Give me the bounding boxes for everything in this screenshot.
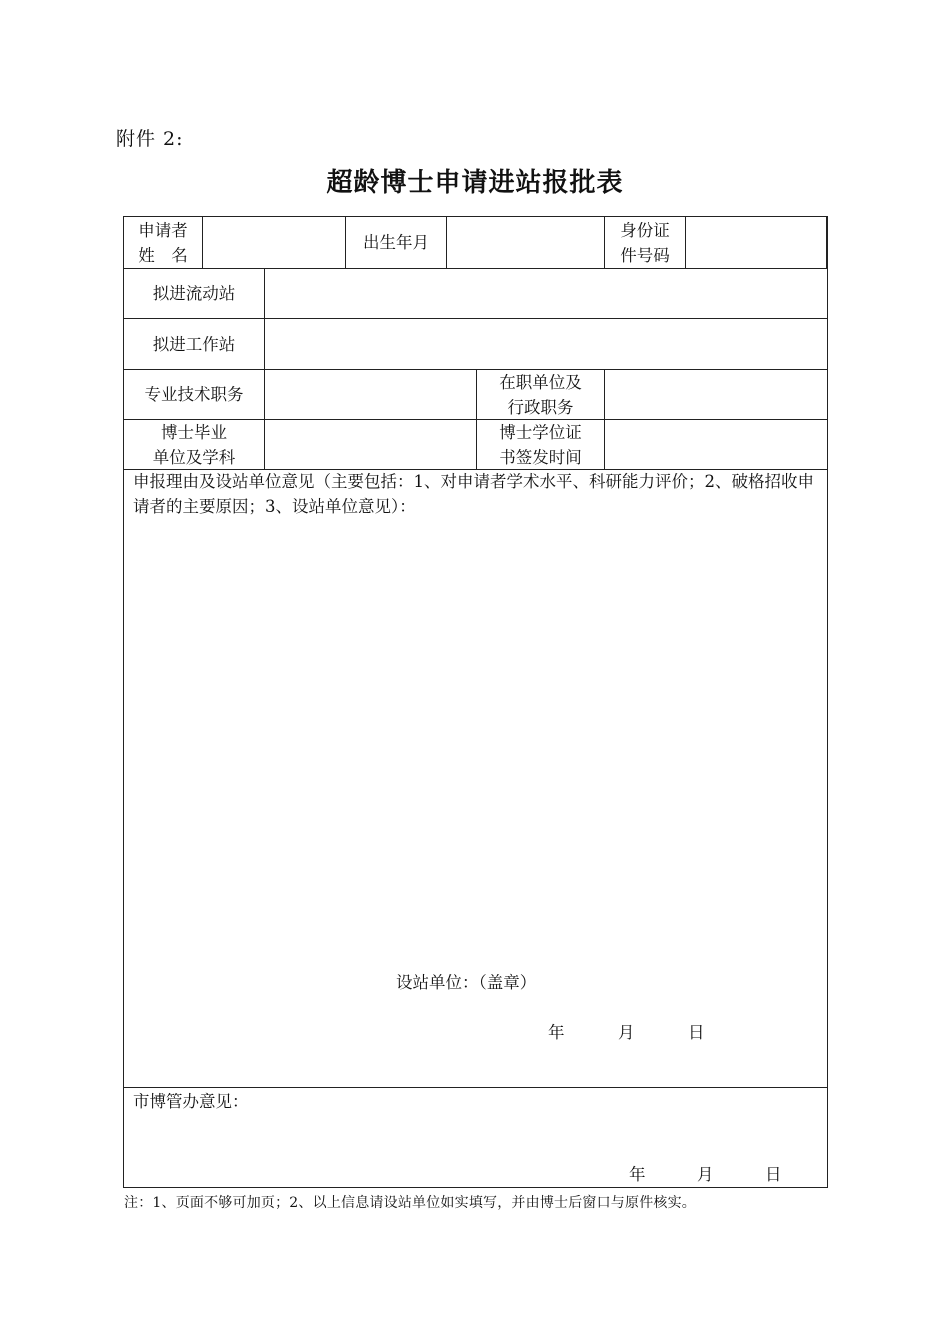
application-form-table (123, 216, 828, 1188)
month-label: 月 (618, 1023, 635, 1042)
birth-date-field[interactable] (447, 217, 604, 268)
city-office-date (629, 1161, 782, 1185)
mobile-station-field[interactable] (265, 269, 827, 318)
employer-field[interactable] (605, 370, 827, 419)
opinion-date (548, 1019, 705, 1043)
graduation-unit-field[interactable] (265, 420, 476, 469)
graduation-unit-label: 博士毕业 单位及学科 (152, 422, 236, 467)
day-label: 日 (688, 1023, 705, 1042)
opinion-instructions: 申报理由及设站单位意见（主要包括：1、对申请者学术水平、科研能力评价；2、破格招收申请者的主要原因；3、设站单位意见）： (133, 472, 814, 516)
footnote: 注：1、页面不够可加页；2、以上信息请设站单位如实填写，并由博士后窗口与原件核实。 (124, 1195, 697, 1211)
row-divider (124, 1087, 827, 1088)
work-station-field[interactable] (265, 319, 827, 369)
attachment-label: 附件 2: (116, 128, 184, 150)
birth-date-label: 出生年月 (363, 233, 429, 252)
year-label: 年 (548, 1023, 565, 1042)
year-label: 年 (629, 1165, 646, 1184)
applicant-name-field[interactable] (203, 217, 345, 268)
degree-cert-field[interactable] (605, 420, 827, 469)
employer-label: 在职单位及 行政职务 (499, 372, 582, 417)
professional-title-field[interactable] (265, 370, 476, 419)
id-number-field[interactable] (686, 217, 826, 268)
degree-cert-label: 博士学位证 书签发时间 (499, 422, 582, 467)
column-divider (826, 217, 827, 268)
form-title: 超龄博士申请进站报批表 (326, 168, 624, 198)
mobile-station-label: 拟进流动站 (152, 284, 236, 303)
id-number-label: 身份证 件号码 (620, 220, 670, 265)
day-label: 日 (765, 1165, 782, 1184)
city-office-label: 市博管办意见： (133, 1092, 249, 1111)
work-station-label: 拟进工作站 (152, 334, 236, 354)
month-label: 月 (697, 1165, 714, 1184)
professional-title-label: 专业技术职务 (144, 385, 244, 404)
seal-label: 设站单位：（盖章） (396, 973, 537, 992)
applicant-name-label: 申请者 姓 名 (138, 220, 188, 265)
